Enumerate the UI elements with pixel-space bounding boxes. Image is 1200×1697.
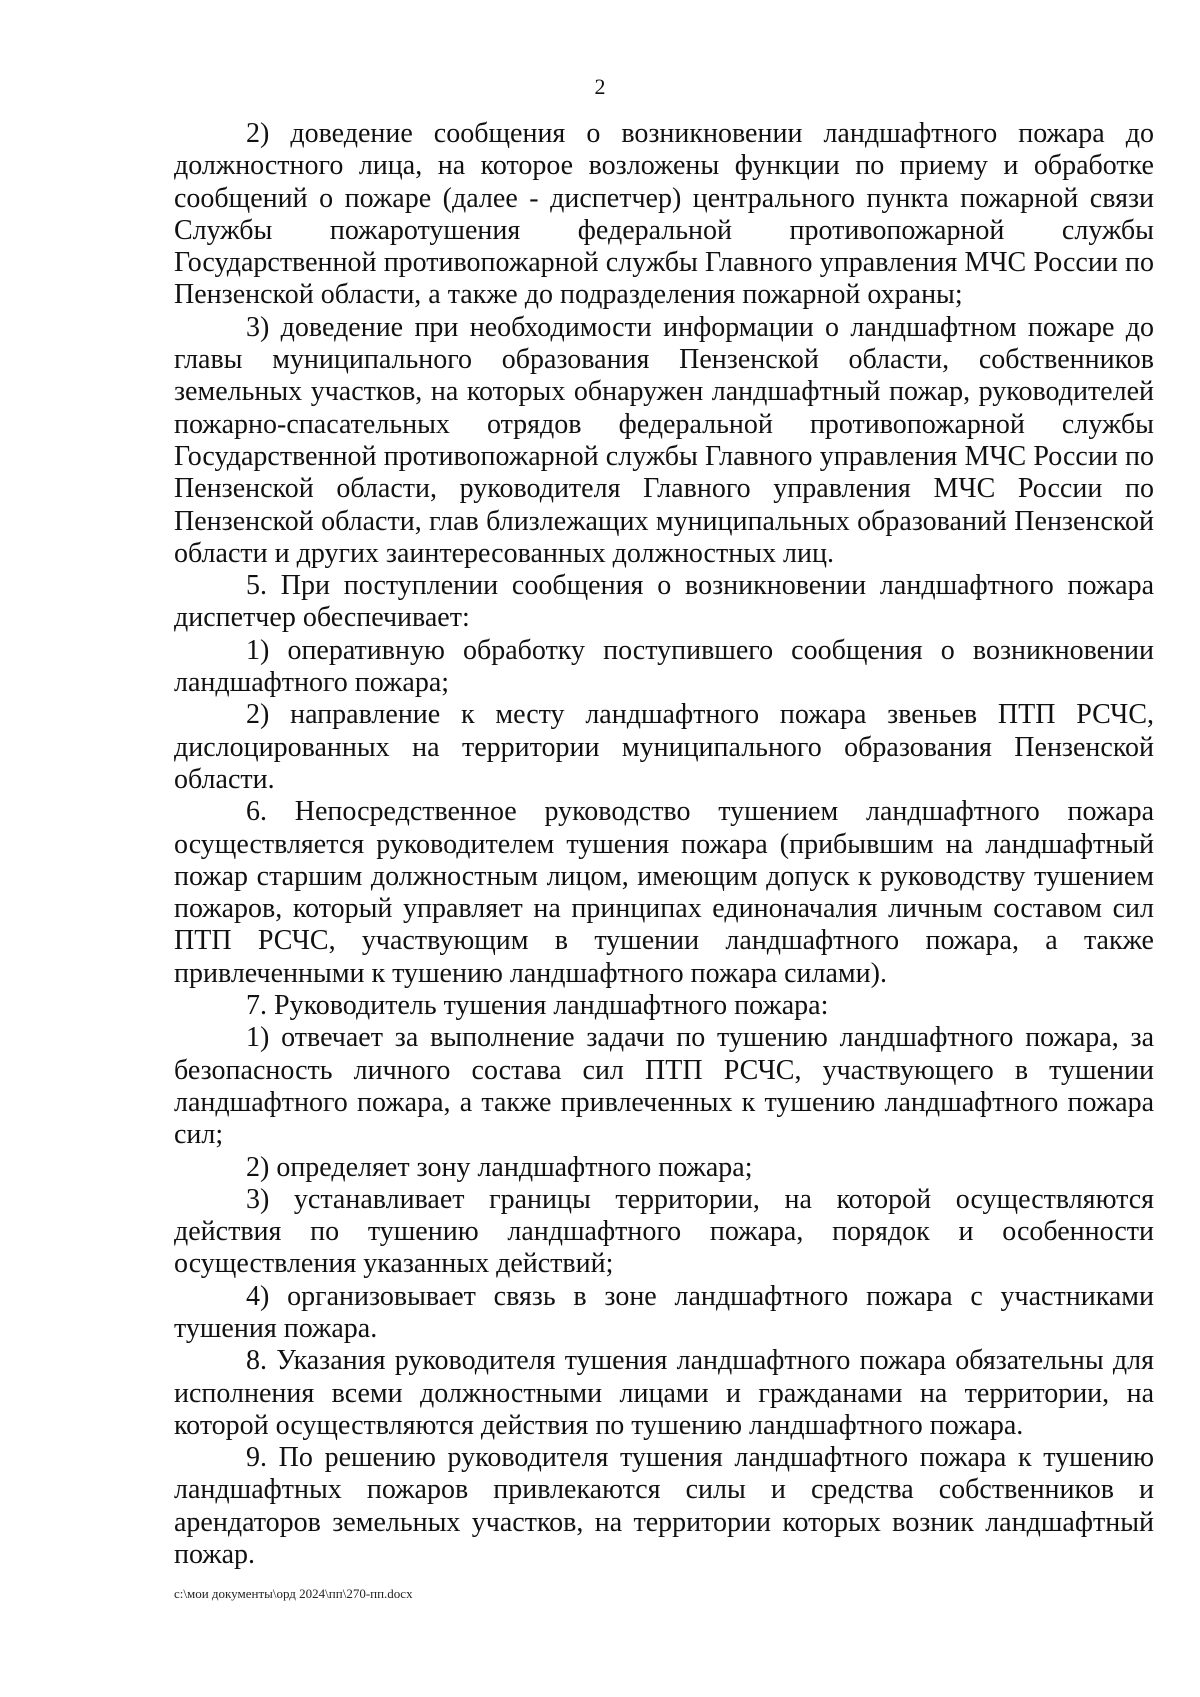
paragraph-section-7-item-1: 1) отвечает за выполнение задачи по тушению ландшафтного пожара, за безопасность личного состава сил ПТП РСЧС, участвующего в тушении ландшафтного пожара, а также привлеченных к тушению ландшафтного пожара сил; (174, 1022, 1154, 1151)
page-number: 2 (594, 74, 606, 99)
footer-file-path: c:\мои документы\орд 2024\пп\270-пп.docx (174, 1586, 413, 1601)
paragraph-section-8: 8. Указания руководителя тушения ландшафтного пожара обязательны для исполнения всеми должностными лицами и гражданами на территории, на которой осуществляются действия по тушению ландшафтного пожара. (174, 1345, 1154, 1441)
paragraph-item-2-notify-dispatcher: 2) доведение сообщения о возникновении ландшафтного пожара до должностного лица, на которое возложены функции по приему и обработке сообщений о пожаре (далее - диспетчер) центрального пункта пожарной связи Службы пожаротушения федеральной противопожарной службы Государственной противопожарной службы Главного управления МЧС России по Пензенской области, а также до подразделения пожарной охраны; (174, 118, 1154, 311)
paragraph-section-5-item-1: 1) оперативную обработку поступившего сообщения о возникновении ландшафтного пожара; (174, 634, 1154, 699)
paragraph-section-7-item-3: 3) устанавливает границы территории, на которой осуществляются действия по тушению ландшафтного пожара, порядок и особенности осуществления указанных действий; (174, 1183, 1154, 1280)
paragraph-section-7-item-2: 2) определяет зону ландшафтного пожара; (246, 1151, 753, 1183)
paragraph-section-7: 7. Руководитель тушения ландшафтного пожара: (246, 990, 829, 1022)
paragraph-section-5-item-2: 2) направление к месту ландшафтного пожара звеньев ПТП РСЧС, дислоцированных на территории муниципального образования Пензенской области. (174, 699, 1154, 795)
document-body (174, 118, 1154, 1571)
paragraph-section-5: 5. При поступлении сообщения о возникновении ландшафтного пожара диспетчер обеспечивает: (174, 570, 1154, 634)
paragraph-section-7-item-4: 4) организовывает связь в зоне ландшафтного пожара с участниками тушения пожара. (174, 1280, 1154, 1344)
paragraph-section-9: 9. По решению руководителя тушения ландшафтного пожара к тушению ландшафтных пожаров привлекаются силы и средства собственников и арендаторов земельных участков, на территории которых возник ландшафтный пожар. (174, 1442, 1154, 1571)
paragraph-item-3-notify-officials: 3) доведение при необходимости информации о ландшафтном пожаре до главы муниципального образования Пензенской области, собственников земельных участков, на которых обнаружен ландшафтный пожар, руководителей пожарно-спасательных отрядов федеральной противопожарной службы Государственной противопожарной службы Главного управления МЧС России по Пензенской области, руководителя Главного управления МЧС России по Пензенской области, глав близлежащих муниципальных образований Пензенской области и других заинтересованных должностных лиц. (174, 311, 1154, 569)
paragraph-section-6: 6. Непосредственное руководство тушением ландшафтного пожара осуществляется руководителем тушения пожара (прибывшим на ландшафтный пожар старшим должностным лицом, имеющим допуск к руководству тушением пожаров, который управляет на принципах единоначалия личным составом сил ПТП РСЧС, участвующим в тушении ландшафтного пожара, а также привлеченными к тушению ландшафтного пожара силами). (174, 796, 1154, 989)
